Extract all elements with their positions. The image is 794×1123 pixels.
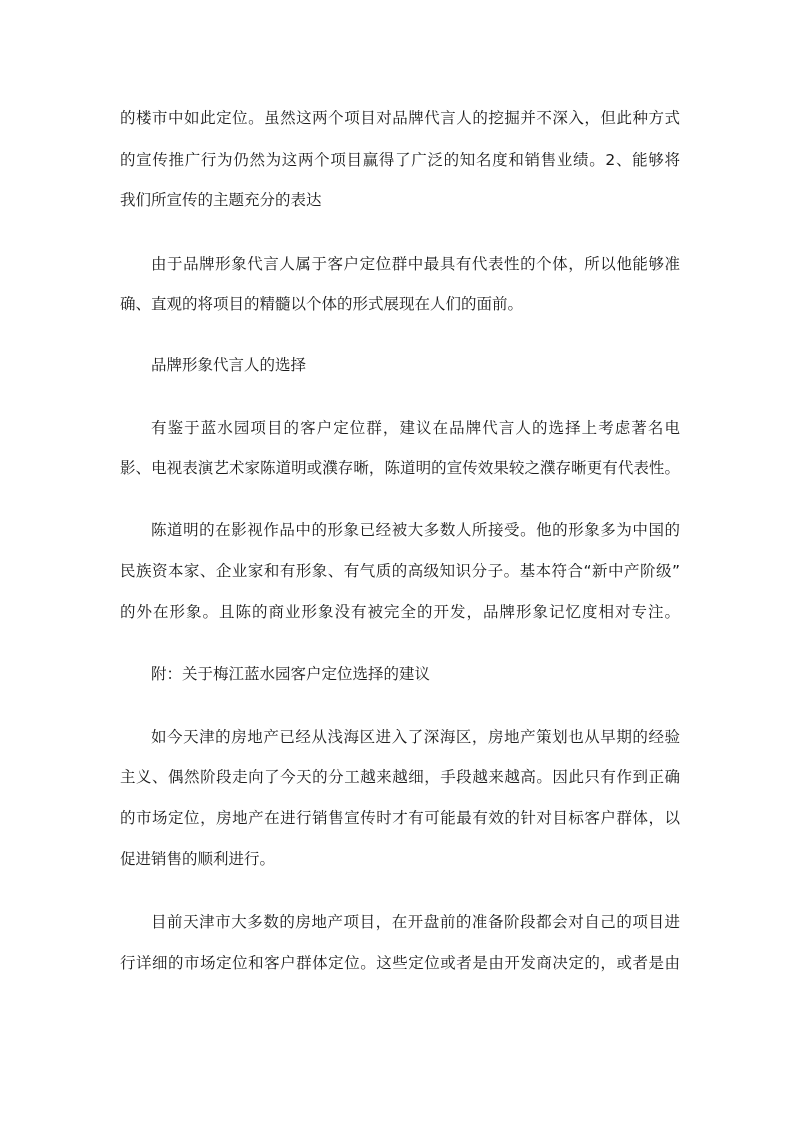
paragraph-line: 我们所宣传的主题充分的表达 [120,191,322,209]
paragraph-line: 有鉴于蓝水园项目的客户定位群，建议在品牌代言人的选择上考虑著名电 [151,419,680,437]
paragraph-line: 的楼市中如此定位。虽然这两个项目对品牌代言人的挖掘并不深入，但此种方式 [120,109,680,127]
section-heading: 附：关于梅江蓝水园客户定位选择的建议 [151,665,431,683]
paragraph-line: 影、电视表演艺术家陈道明或濮存晰，陈道明的宣传效果较之濮存晰更有代表性。 [120,459,680,477]
paragraph-line: 如今天津的房地产已经从浅海区进入了深海区，房地产策划也从早期的经验 [151,728,680,746]
paragraph-line: 民族资本家、企业家和有形象、有气质的高级知识分子。基本符合“新中产阶级” [120,562,680,580]
paragraph-line: 确、直观的将项目的精髓以个体的形式展现在人们的面前。 [120,295,524,313]
paragraph-line: 目前天津市大多数的房地产项目，在开盘前的准备阶段都会对自己的项目进 [151,913,680,931]
paragraph-line: 陈道明的在影视作品中的形象已经被大多数人所接受。他的形象多为中国的 [151,521,680,539]
paragraph-line: 行详细的市场定位和客户群体定位。这些定位或者是由开发商决定的，或者是由 [120,954,680,972]
paragraph-line: 主义、偶然阶段走向了今天的分工越来越细，手段越来越高。因此只有作到正确 [120,768,680,786]
paragraph-line: 由于品牌形象代言人属于客户定位群中最具有代表性的个体，所以他能够准 [151,255,680,273]
section-heading: 品牌形象代言人的选择 [151,356,307,374]
paragraph-line: 促进销售的顺利进行。 [120,850,276,868]
paragraph-line: 的外在形象。且陈的商业形象没有被完全的开发，品牌形象记忆度相对专注。 [120,603,680,621]
paragraph-line: 的市场定位，房地产在进行销售宣传时才有可能最有效的针对目标客户群体，以 [120,809,680,827]
paragraph-line: 的宣传推广行为仍然为这两个项目赢得了广泛的知名度和销售业绩。2、能够将 [120,151,680,169]
